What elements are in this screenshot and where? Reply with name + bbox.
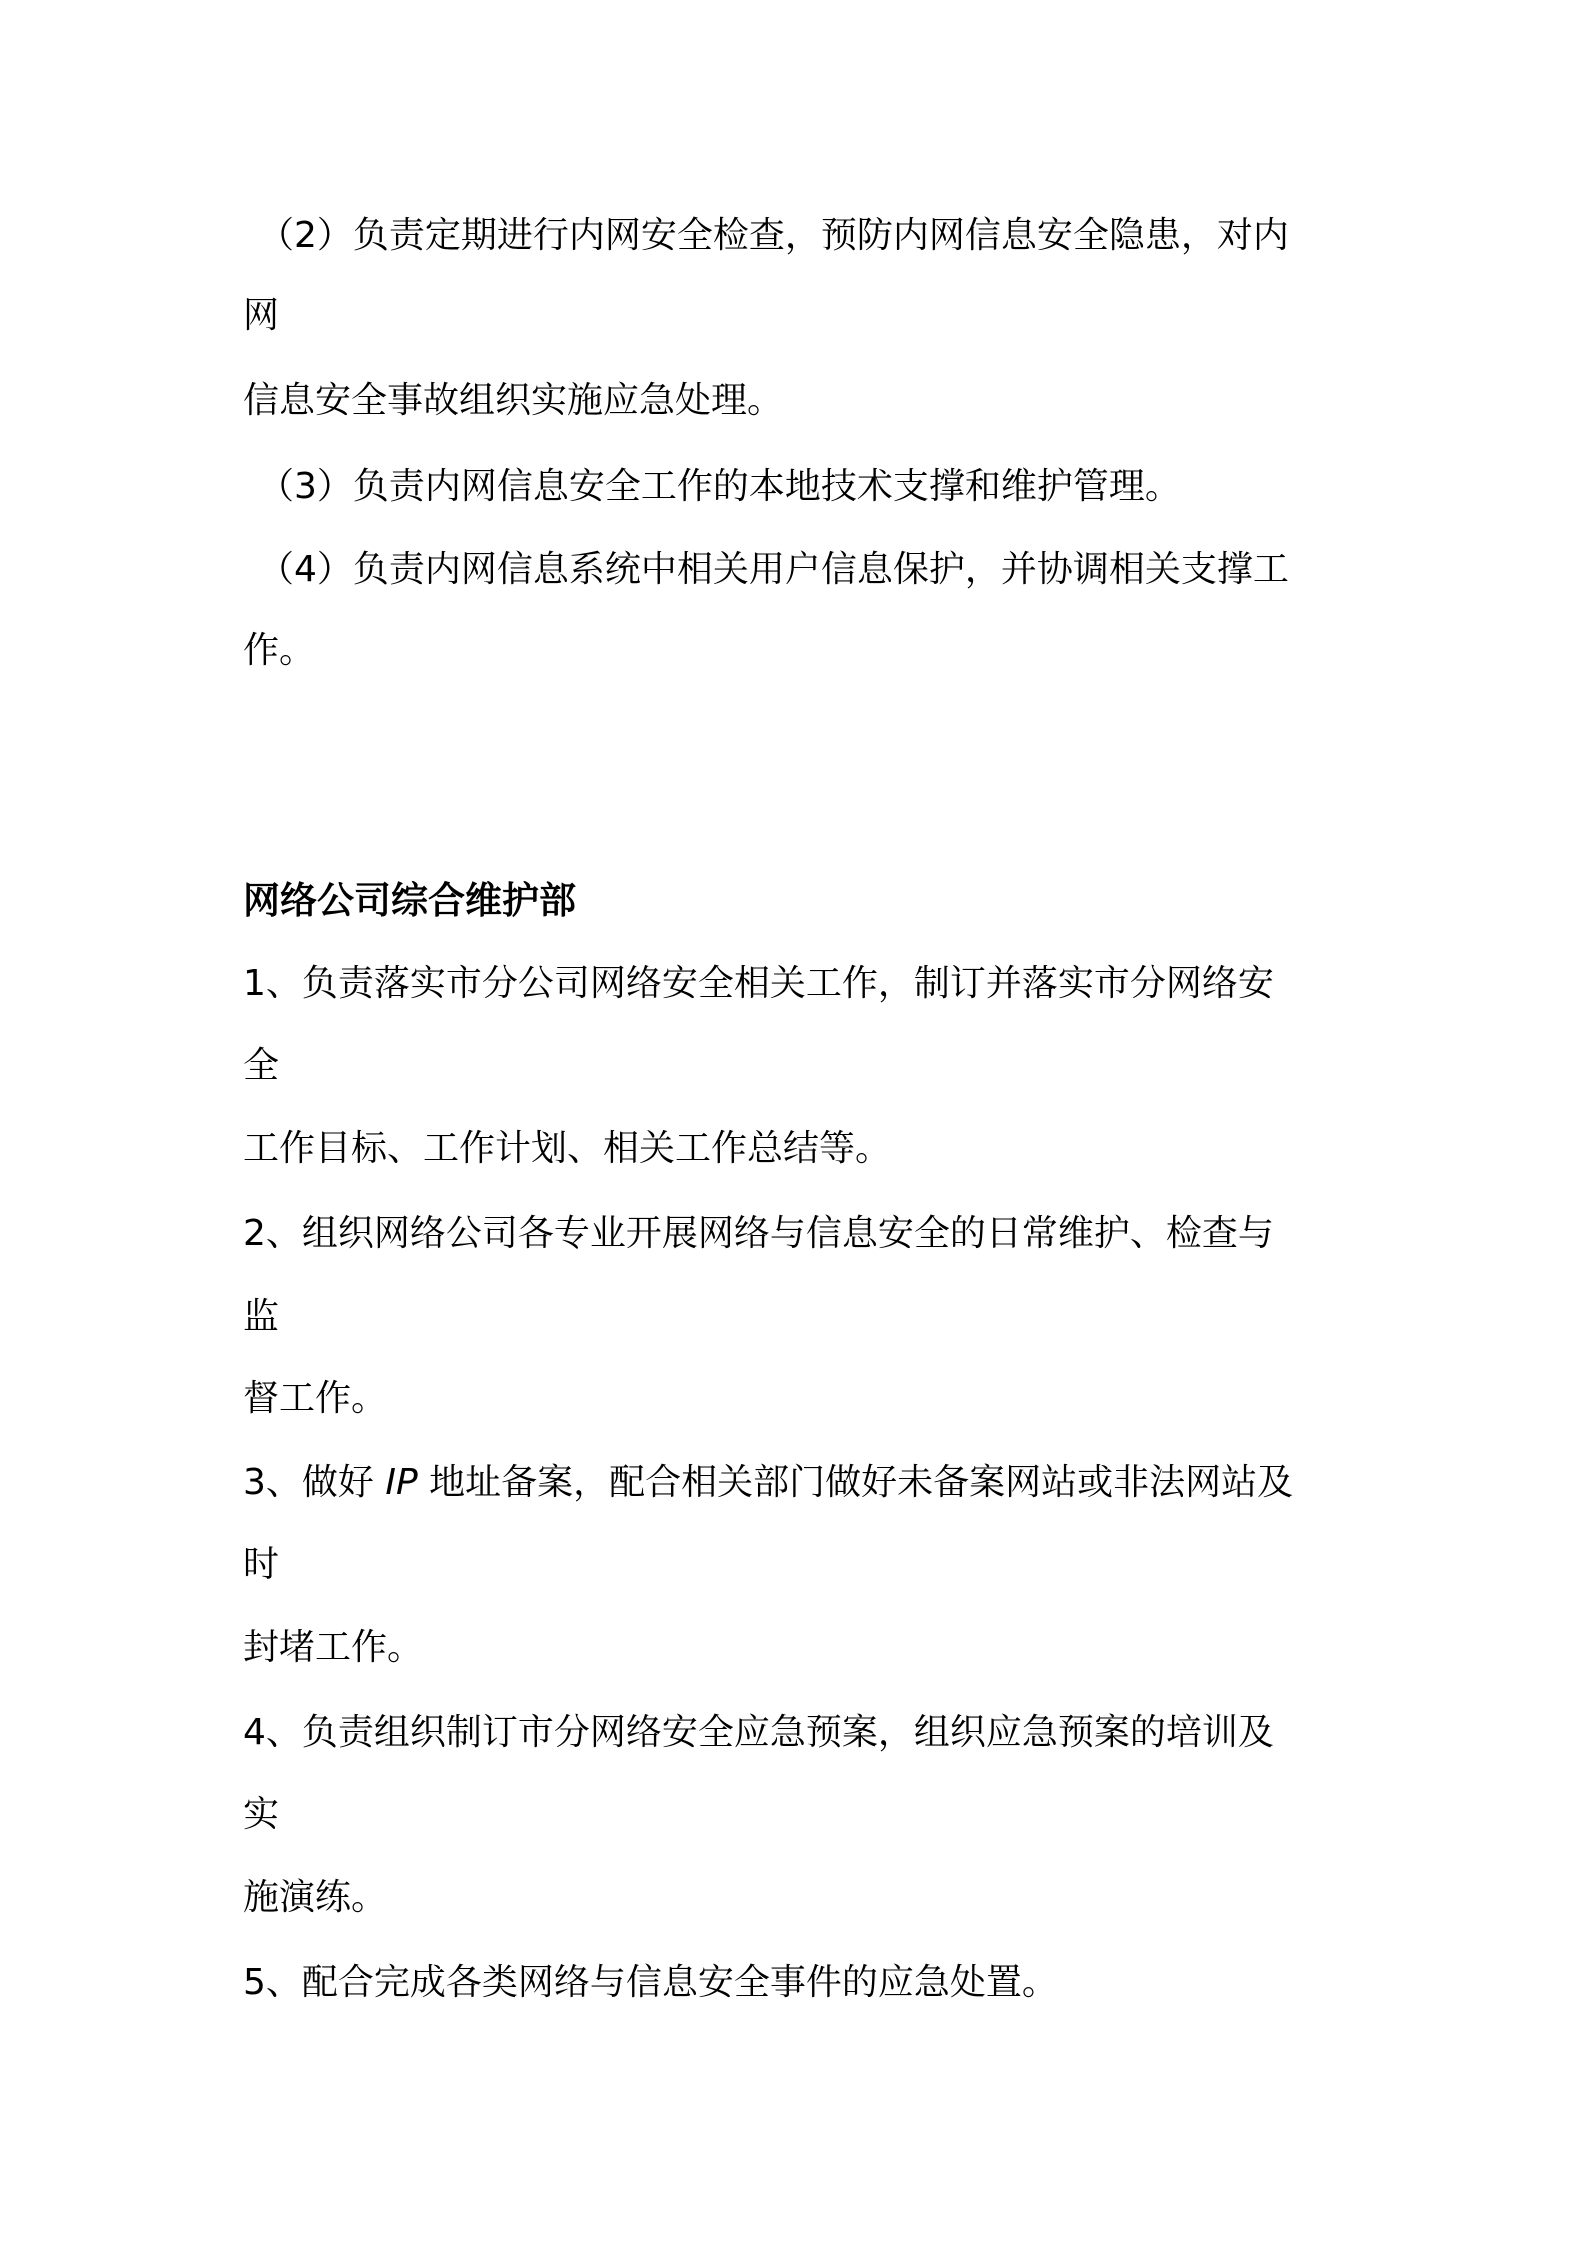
list-item-3-line-3: 封堵工作。 (243, 1627, 424, 1668)
list-item-3-prefix: 3、做好 (243, 1462, 374, 1503)
list-item-3-line-1 (243, 1462, 1293, 1504)
list-item-5-line-1: 5、配合完成各类网络与信息安全事件的应急处置。 (243, 1962, 1058, 2003)
list-item-1-line-3: 工作目标、工作计划、相关工作总结等。 (243, 1128, 892, 1169)
paragraph-item-4-line-1: （4）负责内网信息系统中相关用户信息保护，并协调相关支撑工 (258, 549, 1289, 590)
list-item-1-line-1: 1、负责落实市分公司网络安全相关工作，制订并落实市分网络安 (243, 963, 1274, 1004)
paragraph-item-2-line-1: （2）负责定期进行内网安全检查，预防内网信息安全隐患，对内 (258, 215, 1289, 256)
list-item-4-line-3: 施演练。 (243, 1877, 388, 1918)
ip-term: IP (385, 1462, 418, 1503)
list-item-2-line-3: 督工作。 (243, 1378, 388, 1419)
paragraph-item-4-line-2: 作。 (243, 630, 316, 671)
paragraph-item-2-line-3: 信息安全事故组织实施应急处理。 (243, 380, 784, 421)
list-item-4-line-1: 4、负责组织制订市分网络安全应急预案，组织应急预案的培训及 (243, 1712, 1274, 1753)
list-item-2-line-2: 监 (243, 1296, 280, 1337)
list-item-3-suffix: 地址备案，配合相关部门做好未备案网站或非法网站及 (417, 1462, 1294, 1503)
paragraph-item-2-line-2: 网 (243, 295, 280, 336)
section-heading: 网络公司综合维护部 (243, 879, 576, 922)
list-item-3-line-2: 时 (243, 1544, 280, 1585)
list-item-1-line-2: 全 (243, 1045, 280, 1086)
list-item-2-line-1: 2、组织网络公司各专业开展网络与信息安全的日常维护、检查与 (243, 1213, 1274, 1254)
list-item-4-line-2: 实 (243, 1794, 280, 1835)
paragraph-item-3-line-1: （3）负责内网信息安全工作的本地技术支撑和维护管理。 (258, 466, 1181, 507)
